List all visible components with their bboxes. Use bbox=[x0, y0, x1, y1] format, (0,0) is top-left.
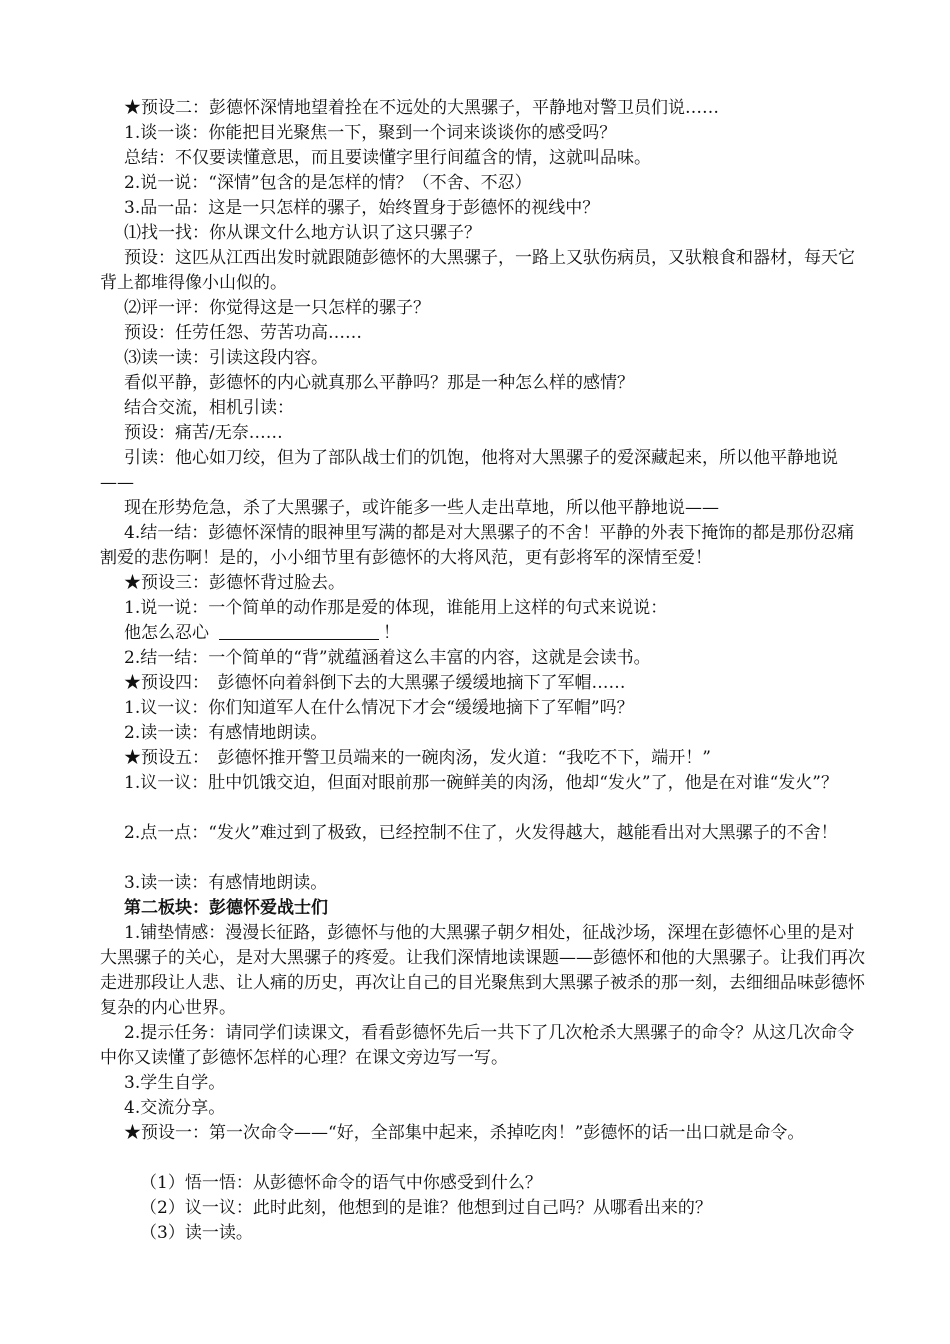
text-line: （2）议一议：此时此刻，他想到的是谁？他想到过自己吗？从哪看出来的？ bbox=[140, 1198, 712, 1218]
preset-four-heading: ★预设四： 彭德怀向着斜倒下去的大黑骡子缓缓地摘下了军帽…… bbox=[124, 673, 626, 693]
text-line: 2.结一结：一个简单的“背”就蕴涵着这么丰富的内容，这就是会读书。 bbox=[124, 648, 651, 668]
answer-blank bbox=[219, 623, 379, 640]
text-line: 2.说一说：“深情”包含的是怎样的情？（不舍、不忍） bbox=[124, 173, 532, 193]
text-line: 预设：痛苦/无奈…… bbox=[124, 423, 283, 443]
text-line: 1.说一说：一个简单的动作那是爱的体现，谁能用上这样的句式来说说： bbox=[124, 598, 668, 618]
text-line: 结合交流，相机引读： bbox=[124, 398, 294, 418]
text-line: ⑶读一读：引读这段内容。 bbox=[124, 348, 328, 368]
paragraph: 2.点一点：“发火”难过到了极致，已经控制不住了，火发得越大，越能看出对大黑骡子的不舍！ bbox=[124, 823, 838, 843]
paragraph: 预设：这匹从江西出发时就跟随彭德怀的大黑骡子，一路上又驮伤病员，又驮粮食和器材，每天它背上都堆得像小山似的。 bbox=[100, 248, 855, 293]
text-line: 1.谈一谈：你能把目光聚焦一下，聚到一个词来谈谈你的感受吗？ bbox=[124, 123, 617, 143]
text-line: 看似平静，彭德怀的内心就真那么平静吗？那是一种怎么样的感情？ bbox=[124, 373, 634, 393]
fill-in-sentence bbox=[124, 621, 400, 646]
text-line: 3.读一读：有感情地朗读。 bbox=[124, 873, 328, 893]
text-line: 总结：不仅要读懂意思，而且要读懂字里行间蕴含的情，这就叫品味。 bbox=[124, 148, 651, 168]
preset-three-heading: ★预设三：彭德怀背过脸去。 bbox=[124, 573, 345, 593]
paragraph: 2.提示任务：请同学们读课文，看看彭德怀先后一共下了几次枪杀大黑骡子的命令？从这几次命令中你又读懂了彭德怀怎样的心理？在课文旁边写一写。 bbox=[100, 1023, 855, 1068]
text-line: 现在形势危急，杀了大黑骡子，或许能多一些人走出草地，所以他平静地说—— bbox=[124, 498, 719, 518]
text-line: ⑴找一找：你从课文什么地方认识了这只骡子？ bbox=[124, 223, 481, 243]
paragraph: ★预设一：第一次命令——“好，全部集中起来，杀掉吃肉！”彭德怀的话一出口就是命令。 bbox=[124, 1123, 805, 1143]
text-line: 预设：任劳任怨、劳苦功高…… bbox=[124, 323, 362, 343]
paragraph: 引读：他心如刀绞，但为了部队战士们的饥饱，他将对大黑骡子的爱深藏起来，所以他平静地说—— bbox=[100, 448, 838, 493]
text-line: 3.学生自学。 bbox=[124, 1073, 226, 1093]
sentence-suffix: ！ bbox=[383, 623, 400, 643]
paragraph: 1.铺垫情感：漫漫长征路，彭德怀与他的大黑骡子朝夕相处，征战沙场，深埋在彭德怀心里的是对大黑骡子的关心，是对大黑骡子的疼爱。让我们深情地读课题——彭德怀和他的大黑骡子。让我们再次走进那段让人悲、让人痛的历史，再次让自己的目光聚焦到大黑骡子被杀的那一刻，去细细品味彭德怀复杂的内心世界。 bbox=[100, 923, 865, 1018]
text-line: 3.品一品：这是一只怎样的骡子，始终置身于彭德怀的视线中？ bbox=[124, 198, 600, 218]
preset-two-heading: ★预设二：彭德怀深情地望着拴在不远处的大黑骡子，平静地对警卫员们说…… bbox=[124, 98, 719, 118]
text-line: 2.读一读：有感情地朗读。 bbox=[124, 723, 328, 743]
text-line: 1.议一议：你们知道军人在什么情况下才会“缓缓地摘下了军帽”吗？ bbox=[124, 698, 634, 718]
section-two-heading: 第二板块：彭德怀爱战士们 bbox=[124, 898, 328, 918]
sentence-prefix: 他怎么忍心 bbox=[124, 623, 209, 643]
text-line: ⑵评一评：你觉得这是一只怎样的骡子？ bbox=[124, 298, 430, 318]
text-line: （3）读一读。 bbox=[140, 1223, 253, 1243]
text-line: （1）悟一悟：从彭德怀命令的语气中你感受到什么？ bbox=[140, 1173, 542, 1193]
preset-five-heading: ★预设五： 彭德怀推开警卫员端来的一碗肉汤，发火道：“我吃不下，端开！” bbox=[124, 748, 711, 768]
text-line: 4.交流分享。 bbox=[124, 1098, 226, 1118]
paragraph: 4.结一结：彭德怀深情的眼神里写满的都是对大黑骡子的不舍！平静的外表下掩饰的都是那份忍痛割爱的悲伤啊！是的，小小细节里有彭德怀的大将风范，更有彭将军的深情至爱！ bbox=[100, 523, 855, 568]
paragraph: 1.议一议：肚中饥饿交迫，但面对眼前那一碗鲜美的肉汤，他却“发火”了，他是在对谁“发火”？ bbox=[124, 773, 838, 793]
